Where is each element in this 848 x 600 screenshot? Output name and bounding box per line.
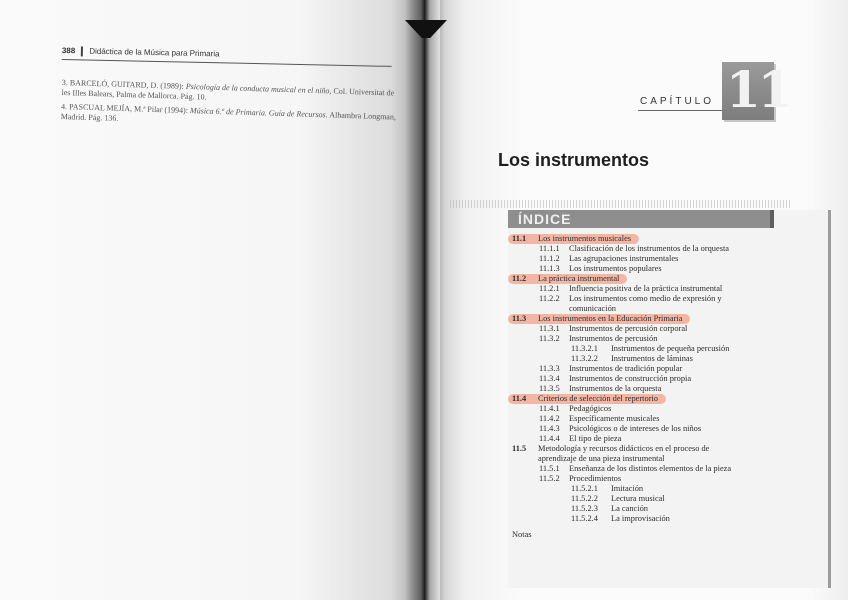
toc-entry-number: 11.5.2.1 (571, 484, 598, 493)
toc-header-shadow (770, 210, 774, 228)
toc-entry-title: Los instrumentos como medio de expresión y (569, 294, 722, 303)
head-bar (81, 46, 83, 56)
toc-entry-number: 11.1 (512, 234, 527, 243)
toc-entry-number: 11.4.4 (539, 434, 560, 443)
dotted-rule (450, 200, 790, 208)
chapter-title: Los instrumentos (498, 150, 650, 170)
toc-entry-title: Instrumentos de la orquesta (569, 384, 662, 393)
toc-entry (506, 284, 776, 294)
toc-entry-number: 11.5.2.4 (571, 514, 598, 523)
reference-item: 4. PASCUAL MEJÍA, M.ª Pilar (1994): Música 6.º de Primaria. Guía de Recursos. Alhambra Longman, Madrid. Pág. 136. (60, 101, 397, 123)
toc-entry-number: 11.4.2 (539, 414, 560, 423)
toc-entry-number: 11.3.1 (539, 324, 560, 333)
chapter-number: 11 (726, 60, 790, 119)
toc-entry-title: La canción (611, 504, 648, 513)
toc-entry-number: 11.3.3 (539, 364, 560, 373)
running-head (62, 46, 397, 67)
toc-entry (506, 334, 776, 344)
toc-entry-number: 11.2.1 (539, 284, 560, 293)
toc-entry-title: Lectura musical (611, 494, 665, 503)
toc-entry (506, 234, 776, 244)
toc-entry-number: 11.4.3 (539, 424, 560, 433)
toc-entry (506, 434, 776, 444)
toc-entry-title: Influencia positiva de la práctica instrumental (569, 284, 723, 293)
toc-entry-number: 11.1.1 (539, 244, 560, 253)
toc-entry-title: Instrumentos de percusión (569, 334, 658, 343)
page-number: 388 (61, 46, 76, 56)
highlight-marker (508, 314, 690, 324)
toc-entry-number: 11.2.2 (539, 294, 560, 303)
reference-item: 3. BARCELÓ, GUITARD, D. (1989): Psicología de la conducta musical en el niño, Col. Universitat de les Illes Balears, Palma de Mallorca. Pág. 10. (61, 78, 395, 102)
toc-entry (506, 384, 776, 394)
toc-entry-continuation: aprendizaje de una pieza instrumental (538, 454, 665, 463)
toc-entry-number: 11.2 (512, 274, 527, 283)
toc-entry-title: Imitación (611, 484, 644, 493)
highlight-marker (508, 234, 639, 244)
toc-entry-title: Enseñanza de los distintos elementos de la pieza (569, 464, 732, 473)
toc-entry-title: Pedagógicos (569, 404, 612, 413)
toc-entry-title: Psicológicos o de intereses de los niños (569, 424, 702, 433)
toc-entry (506, 404, 776, 414)
toc-entry (506, 464, 776, 474)
toc-entry (506, 504, 776, 514)
toc-entry-title: Clasificación de los instrumentos de la orquesta (569, 244, 730, 253)
toc-entry-title: La práctica instrumental (538, 274, 620, 283)
toc-entry-title: Los instrumentos populares (569, 264, 662, 273)
toc-entry (506, 324, 776, 334)
toc-entry-number: 11.3.2 (539, 334, 560, 343)
toc-entry (506, 314, 776, 324)
toc-entry-number: 11.5 (512, 444, 527, 453)
toc-entry-title: Instrumentos de percusión corporal (569, 324, 688, 333)
toc-header (508, 210, 770, 228)
toc-entry-number: 11.3.5 (539, 384, 560, 393)
toc-entry-title: El tipo de pieza (569, 434, 622, 443)
toc-entry-continuation: comunicación (569, 304, 616, 313)
toc-entry (506, 254, 776, 264)
highlight-marker (508, 274, 627, 284)
toc-entry-number: 11.5.2.3 (571, 504, 598, 513)
toc-entry-title: Instrumentos de láminas (611, 354, 693, 363)
toc-entry-title: Instrumentos de tradición popular (569, 364, 683, 373)
toc-entry (506, 424, 776, 434)
toc-heading: ÍNDICE (518, 211, 572, 227)
chapter-label: CAPÍTULO (640, 96, 715, 107)
toc-entry-title: Instrumentos de pequeña percusión (611, 344, 730, 353)
toc-entry-number: 11.3.2.1 (571, 344, 598, 353)
running-head-title: Didáctica de la Música para Primaria (89, 46, 220, 59)
toc-entry-number: 11.3.2.2 (571, 354, 598, 363)
toc-entry-number: 11.5.2.2 (571, 494, 598, 503)
toc-entry-number: 11.5.1 (539, 464, 560, 473)
table-of-contents (506, 234, 776, 540)
toc-entry (506, 514, 776, 524)
toc-entry-title: La improvisación (611, 514, 670, 523)
toc-entry-number: 11.3 (512, 314, 527, 323)
toc-entry-title: Los instrumentos musicales (538, 234, 632, 243)
toc-entry-title: Criterios de selección del repertorio (538, 394, 658, 403)
toc-entry (506, 414, 776, 424)
toc-entry (506, 244, 776, 254)
toc-entry (506, 374, 776, 384)
toc-entry-number: 11.3.4 (539, 374, 560, 383)
toc-entry-title: Las agrupaciones instrumentales (569, 254, 679, 263)
chapter-underline (638, 110, 730, 111)
toc-entry-number: 11.1.2 (539, 254, 560, 263)
toc-entry (506, 474, 776, 484)
toc-entry (506, 394, 776, 404)
toc-entry-title: Metodología y recursos didácticos en el proceso de (538, 444, 710, 453)
toc-entry (506, 484, 776, 494)
toc-entry (506, 494, 776, 504)
head-rule (62, 59, 392, 67)
toc-entry-title: Los instrumentos en la Educación Primaria (538, 314, 683, 323)
toc-notes: Notas (512, 530, 532, 539)
toc-entry-number: 11.4 (512, 394, 527, 403)
toc-entry (506, 264, 776, 274)
toc-entry (506, 354, 776, 364)
toc-entry (506, 344, 776, 354)
toc-entry-number: 11.1.3 (539, 264, 560, 273)
highlight-marker (508, 394, 666, 404)
toc-entry-number: 11.5.2 (539, 474, 560, 483)
toc-entry-number: 11.4.1 (539, 404, 560, 413)
toc-entry (506, 364, 776, 374)
toc-entry-title: Procedimientos (569, 474, 622, 483)
toc-entry (506, 274, 776, 284)
toc-entry (506, 294, 776, 304)
toc-entry-title: Específicamente musicales (569, 414, 660, 423)
reference-list (60, 78, 399, 137)
book-gutter (405, 0, 445, 600)
toc-entry (506, 444, 776, 454)
toc-entry-title: Instrumentos de construcción propia (569, 374, 692, 383)
